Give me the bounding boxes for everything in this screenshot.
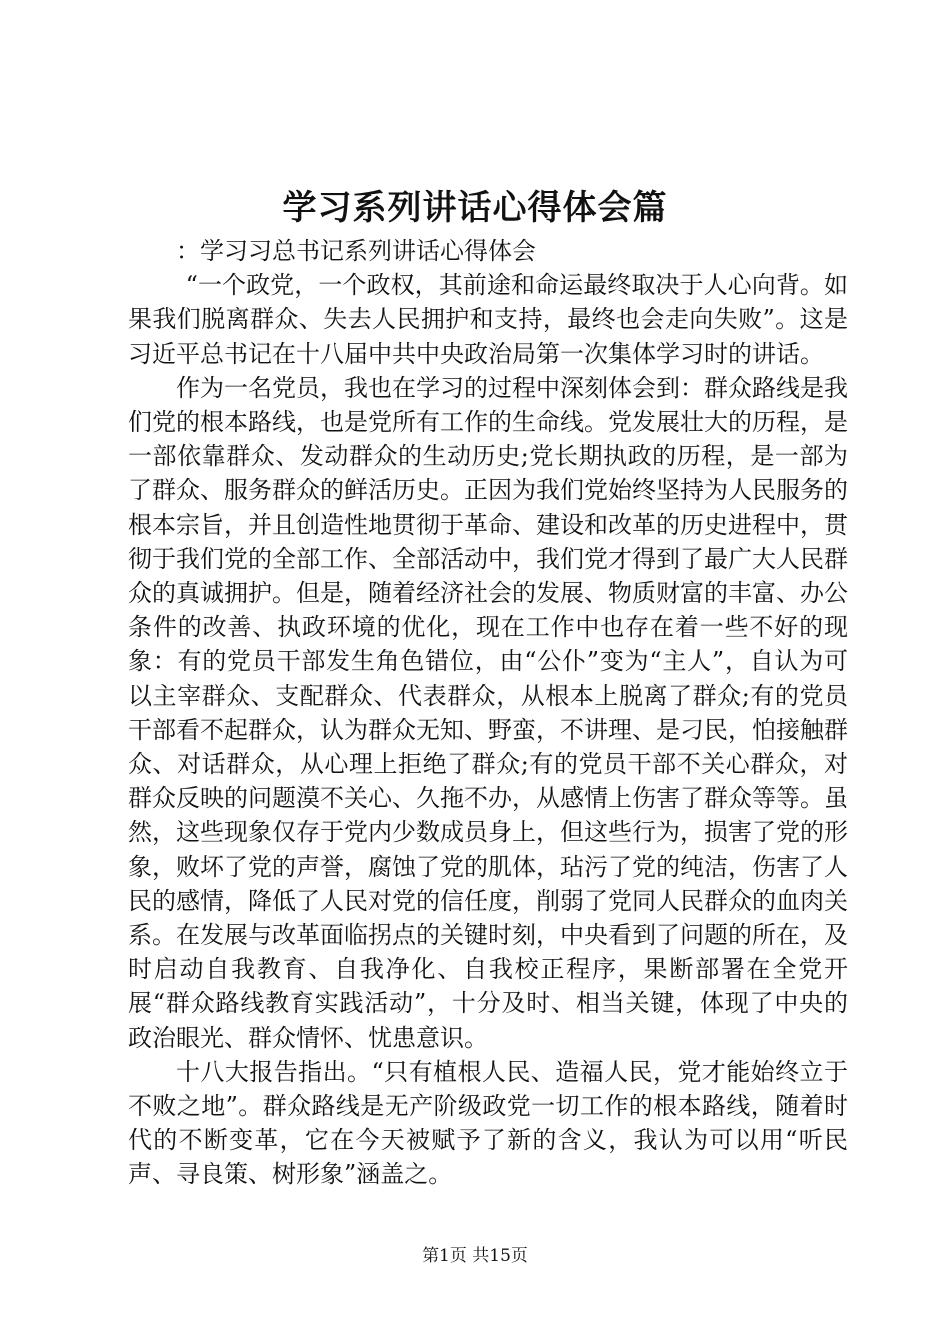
paragraph-3: 十八大报告指出。“只有植根人民、造福人民，党才能始终立于不败之地”。群众路线是无产阶级政党一切工作的根本路线，随着时代的不断变革，它在今天被赋予了新的含义，我认为可以用“听民声、寻良策、树形象”涵盖之。: [128, 1057, 848, 1189]
document-subtitle: ：学习习总书记系列讲话心得体会: [176, 237, 536, 265]
paragraph-2: 作为一名党员，我也在学习的过程中深刻体会到：群众路线是我们党的根本路线，也是党所有工作的生命线。党发展壮大的历程，是一部依靠群众、发动群众的生动历史;党长期执政的历程，是一部为了群众、服务群众的鲜活历史。正因为我们党始终坚持为人民服务的根本宗旨，并且创造性地贯彻于革命、建设和改革的历史进程中，贯彻于我们党的全部工作、全部活动中，我们党才得到了最广大人民群众的真诚拥护。但是，随着经济社会的发展、物质财富的丰富、办公条件的改善、执政环境的优化，现在工作中也存在着一些不好的现象：有的党员干部发生角色错位，由“公仆”变为“主人”，自认为可以主宰群众、支配群众、代表群众，从根本上脱离了群众;有的党员干部看不起群众，认为群众无知、野蛮，不讲理、是刁民，怕接触群众、对话群众，从心理上拒绝了群众;有的党员干部不关心群众，对群众反映的问题漠不关心、久拖不办，从感情上伤害了群众等等。虽然，这些现象仅存于党内少数成员身上，但这些行为，损害了党的形象，败坏了党的声誉，腐蚀了党的肌体，玷污了党的纯洁，伤害了人民的感情，降低了人民对党的信任度，削弱了党同人民群众的血肉关系。在发展与改革面临拐点的关键时刻，中央看到了问题的所在，及时启动自我教育、自我净化、自我校正程序，果断部署在全党开展“群众路线教育实践活动”，十分及时、相当关键，体现了中央的政治眼光、群众情怀、忧患意识。: [128, 373, 848, 1052]
page-footer: 第1页 共15页: [422, 1246, 528, 1266]
document-title: 学习系列讲话心得体会篇: [282, 188, 668, 228]
document-body: [128, 234, 848, 1192]
paragraph-1: “一个政党，一个政权，其前途和命运最终取决于人心向背。如果我们脱离群众、失去人民拥护和支持，最终也会走向失败”。这是习近平总书记在十八届中共中央政治局第一次集体学习时的讲话。: [128, 271, 848, 368]
